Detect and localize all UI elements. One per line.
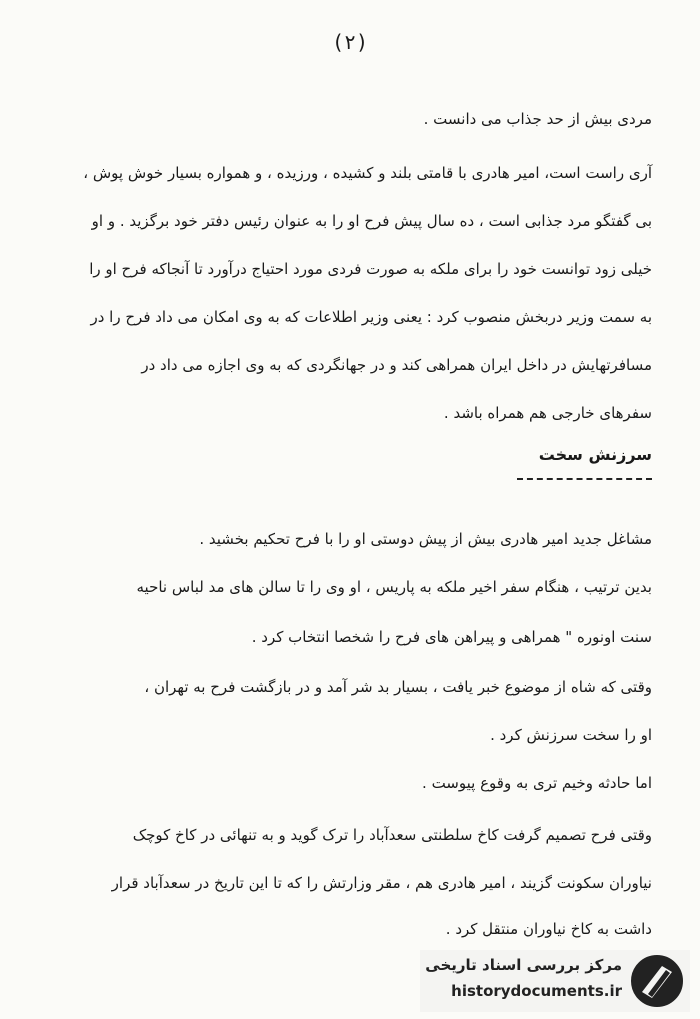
text-line: نیاوران سکونت گزیند ، امیر هادری هم ، مقر وزارتش را که تا این تاریخ در سعدآباد قرار: [111, 874, 652, 892]
page-number: (۲): [331, 30, 369, 54]
section-heading: سرزنش سخت: [538, 445, 652, 464]
text-line: او را سخت سرزنش کرد .: [490, 726, 652, 744]
text-line: سفرهای خارجی هم همراه باشد .: [443, 404, 652, 422]
text-line: وقتی فرح تصمیم گرفت کاخ سلطنتی سعدآباد را ترک گوید و به تنهائی در کاخ کوچک: [132, 826, 652, 844]
watermark-url: historydocuments.ir: [451, 982, 622, 1000]
text-line: آری راست است، امیر هادری با قامتی بلند و کشیده ، ورزیده ، و همواره بسیار خوش پوش ،: [83, 164, 652, 182]
text-line: مسافرتهایش در داخل ایران همراهی کند و در جهانگردی که به وی اجازه می داد در: [141, 356, 652, 374]
text-line: بی گفتگو مرد جذابی است ، ده سال پیش فرح او را به عنوان رئیس دفتر خود برگزید . و او: [91, 212, 652, 230]
text-line: داشت به کاخ نیاوران منتقل کرد .: [445, 920, 652, 938]
text-line: مردی بیش از حد جذاب می دانست .: [423, 110, 652, 128]
text-line: مشاغل جدید امیر هادری بیش از پیش دوستی او را با فرح تحکیم بخشید .: [199, 530, 652, 548]
text-line: اما حادثه وخیم تری به وقوع پیوست .: [422, 774, 652, 792]
text-line: به سمت وزیر دربخش منصوب کرد : یعنی وزیر اطلاعات که به وی امکان می داد فرح را در: [90, 308, 652, 326]
archive-logo-icon: [628, 952, 686, 1010]
watermark: [420, 950, 690, 1012]
watermark-title: مرکز بررسی اسناد تاریخی: [425, 956, 622, 974]
heading-underline: [517, 478, 652, 480]
text-line: بدین ترتیب ، هنگام سفر اخیر ملکه به پاریس ، او وی را تا سالن های مد لباس ناحیه: [136, 578, 652, 596]
text-line: سنت اونوره " همراهی و پیراهن های فرح را شخصا انتخاب کرد .: [251, 628, 652, 646]
text-line: خیلی زود توانست خود را برای ملکه به صورت فردی مورد احتیاج درآورد تا آنجاکه فرح او را: [89, 260, 652, 278]
text-line: وقتی که شاه از موضوع خبر یافت ، بسیار بد شر آمد و در بازگشت فرح به تهران ،: [144, 678, 652, 696]
